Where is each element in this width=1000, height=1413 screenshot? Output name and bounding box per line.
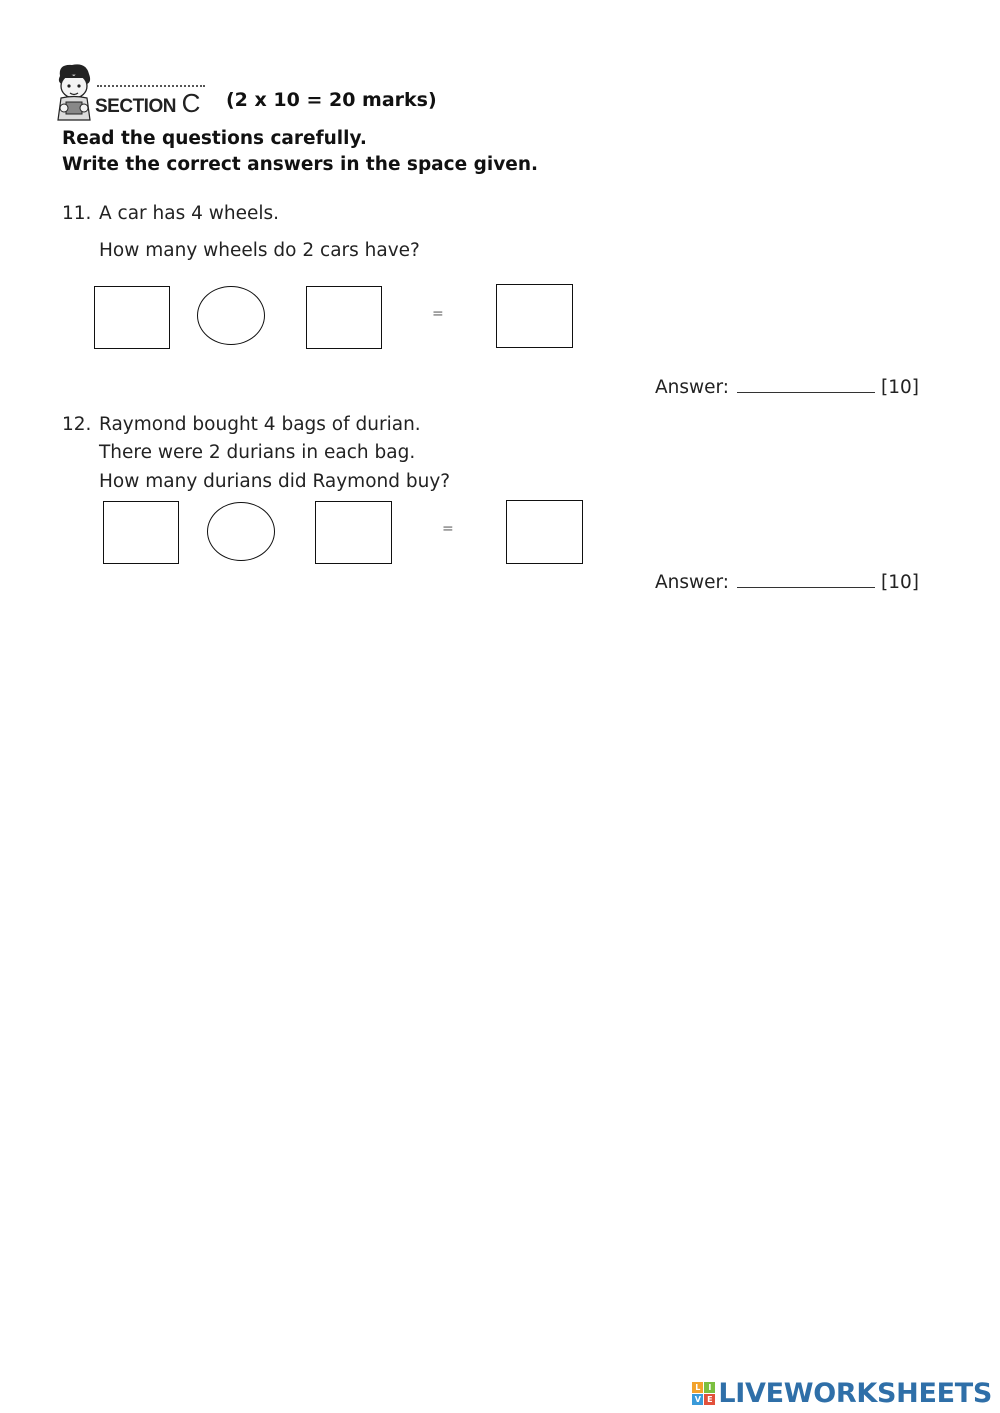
question-12-line-1: Raymond bought 4 bags of durian.	[99, 414, 421, 435]
q12-answer-blank[interactable]	[737, 573, 875, 588]
section-title	[95, 88, 200, 119]
q12-number-box-2[interactable]	[315, 501, 392, 564]
instruction-line-1: Read the questions carefully.	[62, 128, 367, 149]
logo-block-i: I	[704, 1382, 715, 1393]
q12-answer-line	[655, 572, 919, 593]
logo-block-l: L	[692, 1382, 703, 1393]
q12-marks: [10]	[881, 572, 920, 593]
question-12-line-3: How many durians did Raymond buy?	[99, 471, 451, 492]
q11-marks: [10]	[881, 377, 920, 398]
logo-blocks-icon	[692, 1382, 715, 1405]
section-prefix: SECTION	[95, 96, 176, 117]
q11-answer-blank[interactable]	[737, 378, 875, 393]
q12-equals-sign: =	[442, 521, 454, 537]
q11-answer-line	[655, 377, 919, 398]
q12-number-box-1[interactable]	[103, 501, 179, 564]
q11-result-box[interactable]	[496, 284, 573, 348]
logo-block-v: V	[692, 1394, 703, 1405]
q11-answer-label: Answer:	[655, 377, 730, 398]
question-11-line-2: How many wheels do 2 cars have?	[99, 240, 420, 261]
q12-answer-label: Answer:	[655, 572, 730, 593]
q11-number-box-2[interactable]	[306, 286, 382, 349]
instruction-line-2: Write the correct answers in the space given.	[62, 154, 539, 175]
q12-operator-oval[interactable]	[207, 502, 275, 561]
boy-mascot-icon	[52, 62, 96, 124]
question-11-line-1: A car has 4 wheels.	[99, 203, 280, 224]
question-12-line-2: There were 2 durians in each bag.	[99, 442, 416, 463]
q11-equals-sign: =	[432, 306, 444, 322]
q12-result-box[interactable]	[506, 500, 583, 564]
logo-block-e: E	[704, 1394, 715, 1405]
q11-operator-oval[interactable]	[197, 286, 265, 345]
section-letter: C	[181, 88, 200, 118]
logo-text: LIVEWORKSHEETS	[718, 1378, 992, 1409]
question-11-number: 11.	[62, 203, 92, 224]
section-marks: (2 x 10 = 20 marks)	[226, 89, 437, 111]
question-12-number: 12.	[62, 414, 92, 435]
liveworksheets-logo	[692, 1378, 992, 1409]
q11-number-box-1[interactable]	[94, 286, 170, 349]
